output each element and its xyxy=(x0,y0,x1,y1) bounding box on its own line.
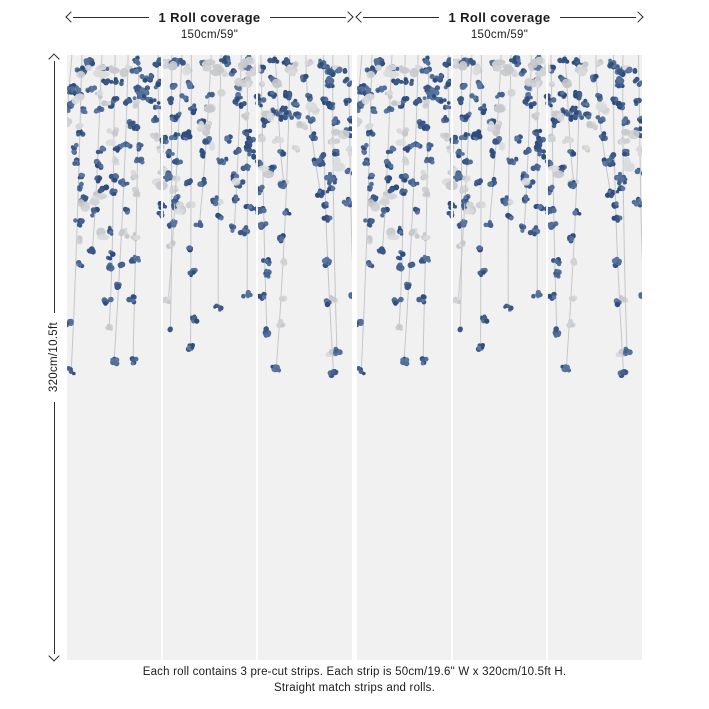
roll1-width-label: 150cm/59" xyxy=(180,29,239,41)
wallpaper-pattern xyxy=(67,55,352,660)
arrow-up-icon xyxy=(48,53,59,64)
wallpaper-roll-2 xyxy=(357,55,642,660)
height-dimension xyxy=(46,55,62,660)
arrow-down-icon xyxy=(48,650,59,661)
wallpaper-roll-1 xyxy=(67,55,352,660)
strip-divider xyxy=(161,55,163,660)
caption xyxy=(0,664,709,696)
wallpaper-pattern xyxy=(357,55,642,660)
roll2-width-dimension xyxy=(357,8,642,41)
arrow-right-icon xyxy=(632,11,643,22)
strip-divider xyxy=(256,55,258,660)
arrow-left-icon xyxy=(65,11,76,22)
roll2-coverage-label: 1 Roll coverage xyxy=(448,9,551,25)
strip-divider xyxy=(546,55,548,660)
dimension-line xyxy=(54,61,55,313)
dimension-line xyxy=(54,402,55,654)
dimension-line xyxy=(270,17,346,18)
roll1-width-dimension xyxy=(67,8,352,41)
roll2-width-label: 150cm/59" xyxy=(470,29,529,41)
strip-divider xyxy=(451,55,453,660)
arrow-right-icon xyxy=(342,11,353,22)
caption-line-1: Each roll contains 3 pre-cut strips. Each strip is 50cm/19.6" W x 320cm/10.5ft H. xyxy=(142,666,567,678)
caption-line-2: Straight match strips and rolls. xyxy=(273,682,436,694)
dimension-line xyxy=(363,17,439,18)
height-label: 320cm/10.5ft xyxy=(48,322,60,393)
dimension-line xyxy=(560,17,636,18)
roll1-coverage-label: 1 Roll coverage xyxy=(158,9,261,25)
roll2-dimension-arrow xyxy=(357,8,642,26)
dimension-line xyxy=(73,17,149,18)
roll1-dimension-arrow xyxy=(67,8,352,26)
arrow-left-icon xyxy=(355,11,366,22)
